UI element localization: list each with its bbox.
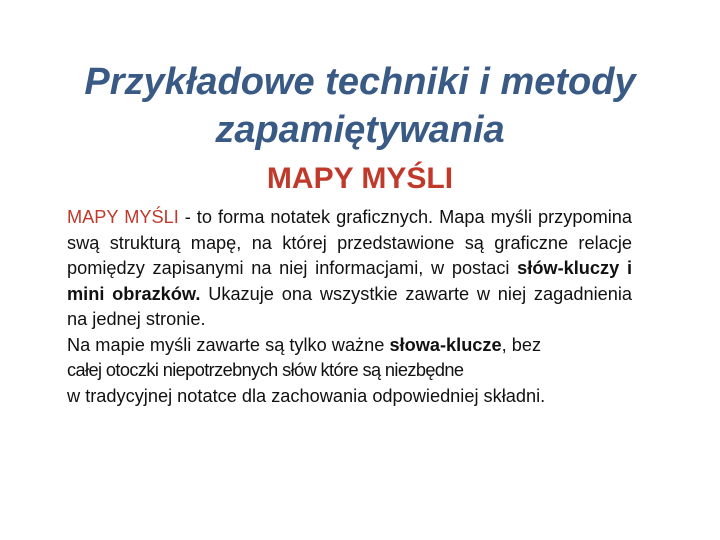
paragraph-traditional-note: w tradycyjnej notatce dla zachowania odpowiedniej składni.: [67, 385, 546, 406]
slide-title-line-2: zapamiętywania: [215, 109, 505, 151]
body-text: [67, 205, 632, 409]
slide-title: [40, 58, 680, 154]
definition-text-start: - to forma notatek graficznych. Mapa myśli przypomina swą strukturą mapę, na której przedstawione są graficzne relacje pomiędzy zapisanymi na niej informacjami, w postaci: [67, 207, 632, 278]
keywords-emphasis: słów-kluczy i mini obrazków.: [67, 258, 632, 304]
slide-title-line-1: Przykładowe techniki i metody: [84, 61, 636, 103]
term-mind-maps: MAPY MYŚLI: [67, 207, 179, 227]
paragraph-keywords: [67, 333, 632, 359]
key-words-emphasis: słowa-klucze: [389, 334, 502, 355]
paragraph-unnecessary-words: całej otoczki niepotrzebnych słów które są niezbędne: [67, 360, 464, 380]
definition-text-end: Ukazuje ona wszystkie zawarte w niej zagadnienia na jednej stronie.: [67, 283, 632, 329]
keywords-text-end: , bez: [501, 334, 542, 355]
keywords-text-start: Na mapie myśli zawarte są tylko ważne: [67, 334, 390, 355]
slide-subtitle: MAPY MYŚLI: [266, 162, 454, 195]
paragraph-definition: [67, 205, 632, 333]
